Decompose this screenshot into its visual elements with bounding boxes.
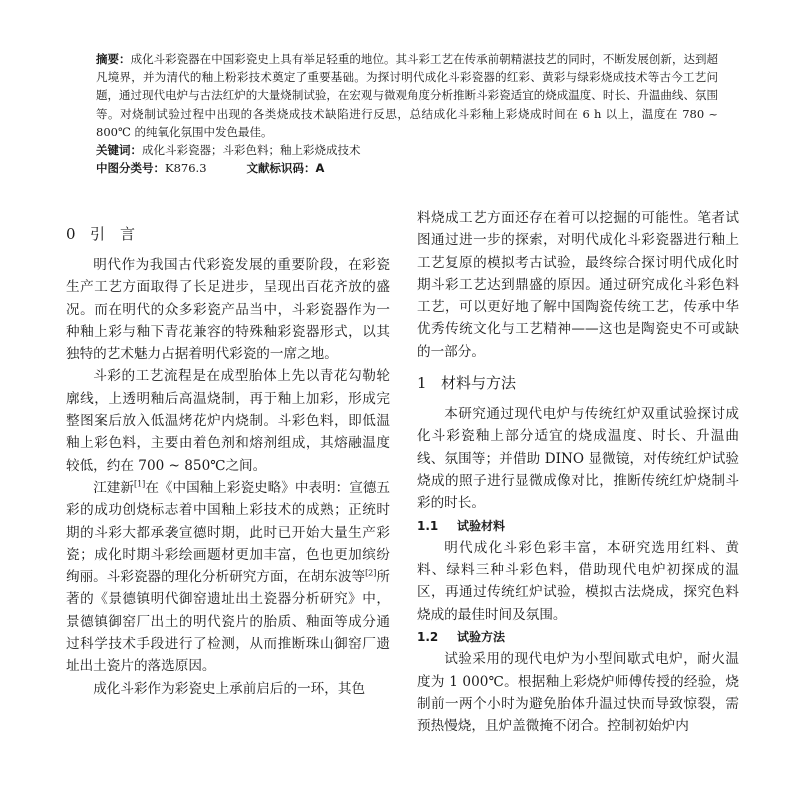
abstract-block xyxy=(96,50,718,177)
abstract-label: 摘要： xyxy=(96,52,131,66)
intro-paragraph-3-text: 在《中国釉上彩瓷史略》中表明：宣德五彩的成功创烧标志着中国釉上彩技术的成熟；正统时期的斗彩大都承袭宣德时期，此时已开始大量生产彩瓷；成化时期斗彩绘画题材更加丰富，色也更加缤纷绚丽。斗彩瓷器的理化分析研究方面，在胡东波等 xyxy=(66,479,390,586)
keywords-label: 关键词： xyxy=(96,143,142,158)
intro-continuation: 料烧成工艺方面还存在着可以挖掘的可能性。笔者试图通过进一步的探索，对明代成化斗彩瓷器进行釉上工艺复原的模拟考古试验，最终综合探讨明代成化时期斗彩工艺达到鼎盛的原因。通过研究成化斗彩色料工艺，可以更好地了解中国陶瓷传统工艺，传承中华优秀传统文化与工艺精神——这也是陶瓷史不可或缺的一部分。 xyxy=(417,210,739,360)
abstract-paragraph xyxy=(96,50,718,141)
subsection-1-1-number: 1.1 xyxy=(417,518,439,533)
section-0-title: 引 言 xyxy=(90,225,136,243)
section-0-heading xyxy=(66,222,390,246)
subsection-1-1-title: 试验材料 xyxy=(457,518,506,533)
section-1-paragraph: 本研究通过现代电炉与传统红炉双重试验探讨成化斗彩瓷釉上部分适宜的烧成温度、时长、升温曲线、氛围等；并借助 DINO 显微镜，对传统红炉试验烧成的照子进行显微成像对比，推断传统红炉烧制斗彩的时长。 xyxy=(417,406,739,512)
clc-label: 中图分类号： xyxy=(96,161,165,176)
left-column xyxy=(66,222,390,700)
intro-paragraph-2: 斗彩的工艺流程是在成型胎体上先以青花勾勒轮廓线，上透明釉后高温烧制，再于釉上加彩，形成完整图案后放入低温烤花炉内烧制。斗彩色料，即低温釉上彩色料，主要由着色剂和熔剂组成，其熔融温度较低，约在 700 ~ 850℃之间。 xyxy=(66,368,390,474)
section-1-number: 1 xyxy=(417,374,427,393)
clc-value: K876.3 xyxy=(165,161,207,176)
subsection-1-1-heading xyxy=(417,515,739,537)
author-name: 江建新 xyxy=(93,479,134,496)
subsection-1-2-heading xyxy=(417,626,739,648)
subsection-1-2-paragraph: 试验采用的现代电炉为小型间歇式电炉，耐火温度为 1 000℃。根据釉上彩烧炉师傅传授的经验，烧制前一两个小时为避免胎体升温过快而导致惊裂，需预热慢烧，且炉盖微掩不闭合。控制初始炉内 xyxy=(417,651,739,735)
intro-paragraph-4: 成化斗彩作为彩瓷史上承前启后的一环，其色 xyxy=(93,680,366,697)
doc-code-value: A xyxy=(315,161,325,176)
keywords-text: 成化斗彩瓷器；斗彩色料；釉上彩烧成技术 xyxy=(142,143,361,158)
citation-ref-1[interactable]: [1] xyxy=(133,479,146,489)
keywords-line xyxy=(96,141,718,159)
subsection-1-1-paragraph: 明代成化斗彩色彩丰富，本研究选用红料、黄料、绿料三种斗彩色料，借助现代电炉初探成的温区，再通过传统红炉试验，模拟古法烧成，探究色料烧成的最佳时间及氛围。 xyxy=(417,539,739,623)
abstract-text: 成化斗彩瓷器在中国彩瓷史上具有举足轻重的地位。其斗彩工艺在传承前朝精湛技艺的同时，不断发展创新，达到超凡境界，并为清代的釉上粉彩技术奠定了重要基础。为探讨明代成化斗彩瓷器的红彩、黄彩与绿彩烧成技术等古今工艺问题，通过现代电炉与古法红炉的大量烧制试验，在宏观与微观角度分析推断斗彩瓷适宜的烧成温度、时长、升温曲线、氛围等。对烧制试验过程中出现的各类烧成技术缺陷进行反思，总结成化斗彩釉上彩烧成时间在 6 h 以上，温度在 780 ~ 800℃ 的纯氧化氛围中发色最佳。 xyxy=(96,52,718,139)
doc-code-label: 文献标识码： xyxy=(246,161,316,176)
section-1-title: 材料与方法 xyxy=(441,374,517,393)
subsection-1-2-number: 1.2 xyxy=(417,630,439,645)
section-0-number: 0 xyxy=(66,225,76,243)
citation-ref-2[interactable]: [2] xyxy=(365,568,377,578)
classification-line xyxy=(96,159,718,177)
intro-paragraph-1: 明代作为我国古代彩瓷发展的重要阶段，在彩瓷生产工艺方面取得了长足进步，呈现出百花齐放的盛况。而在明代的众多彩瓷产品当中，斗彩瓷器作为一种釉上彩与釉下青花兼容的特殊釉彩瓷器形式，以其独特的艺术魅力占据着明代彩瓷的一席之地。 xyxy=(66,257,390,363)
right-column xyxy=(417,207,739,738)
section-1-heading xyxy=(417,371,739,395)
intro-paragraph-3 xyxy=(66,477,390,678)
intro-paragraph-3-tail: 所著的《景德镇明代御窑遗址出土瓷器分析研究》中，景德镇御窑厂出土的明代瓷片的胎质、釉面等成分通过科学技术手段进行了检测，从而推断珠山御窑厂遗址出土瓷片的落选原因。 xyxy=(66,569,390,675)
subsection-1-2-title: 试验方法 xyxy=(457,630,506,645)
